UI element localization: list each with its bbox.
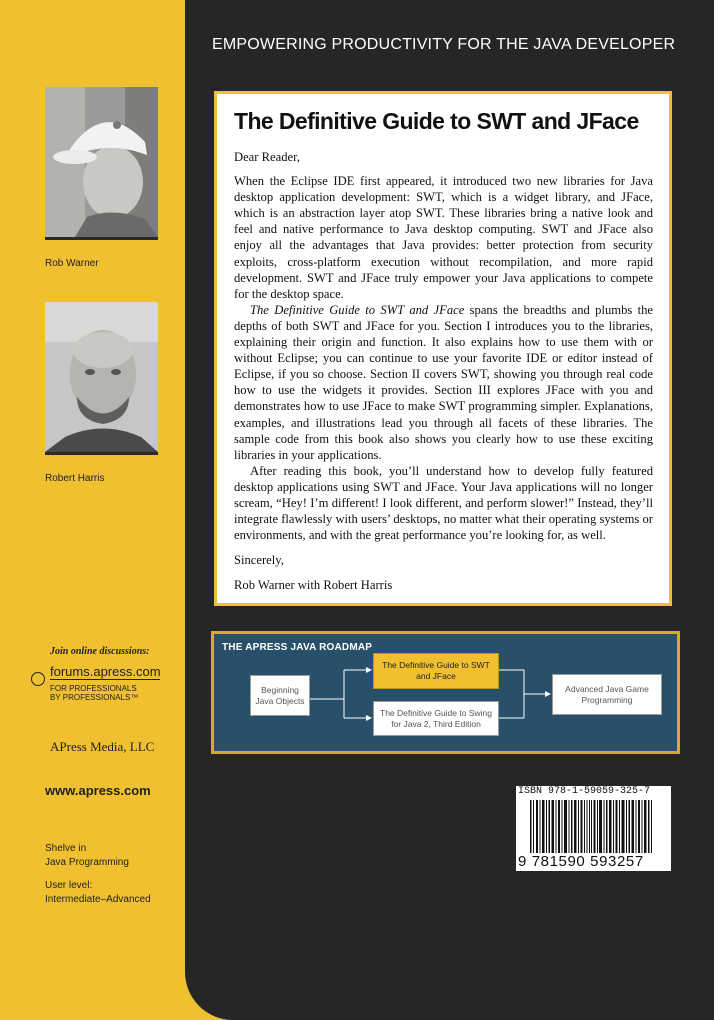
website-link[interactable]: www.apress.com: [45, 783, 151, 798]
shelve-label: Shelve in: [45, 843, 87, 854]
tagline: EMPOWERING PRODUCTIVITY FOR THE JAVA DEVELOPER: [212, 36, 676, 53]
author-name-robert: Robert Harris: [45, 473, 105, 484]
forums-link[interactable]: forums.apress.com: [50, 664, 161, 679]
book-title-italic: The Definitive Guide to SWT and JFace: [250, 302, 465, 317]
book-title: The Definitive Guide to SWT and JFace: [234, 108, 639, 134]
author-name-rob: Rob Warner: [45, 258, 99, 269]
roadmap-current-book: The Definitive Guide to SWT and JFace: [373, 653, 499, 689]
forums-tagline-line-1: FOR PROFESSIONALS: [50, 684, 137, 693]
author-photo-rob: [45, 87, 158, 240]
barcode-number: 9 781590 593257: [516, 853, 671, 871]
user-level: [45, 879, 151, 907]
roadmap-title: THE APRESS JAVA ROADMAP: [222, 642, 373, 653]
closing: Sincerely,: [234, 553, 284, 568]
user-level-value: Intermediate–Advanced: [45, 894, 151, 905]
java-roadmap: [211, 631, 680, 754]
letter-body: [234, 149, 653, 593]
roadmap-swing-guide: The Definitive Guide to Swing for Java 2, Third Edition: [373, 701, 499, 736]
shelve-category: Java Programming: [45, 857, 129, 868]
author-photo-robert: [45, 302, 158, 455]
reader-letter: [214, 91, 672, 606]
shelve-in: [45, 842, 129, 870]
join-discussions-label: Join online discussions:: [50, 646, 150, 657]
forums-tagline: [50, 684, 170, 702]
salutation: Dear Reader,: [234, 150, 300, 164]
roadmap-advanced-game-programming: Advanced Java Game Programming: [552, 674, 662, 715]
forums-logo-icon: [31, 672, 45, 686]
forums-tagline-line-2: BY PROFESSIONALS™: [50, 693, 139, 702]
isbn-label: ISBN 978-1-59059-325-7: [516, 786, 671, 798]
paragraph-3: After reading this book, you’ll understand how to develop fully featured desktop applications using SWT and JFace. Your Java applications will no longer scream, “Hey! I’m different! I look different, and perform slower!” Instead, they’ll integrate flawlessly with users’ desktops, no matter what their operating systems or environments, and with the great performance you’re looking for, as well.: [234, 463, 653, 543]
publisher: APress Media, LLC: [50, 739, 155, 754]
paragraph-2-text: spans the breadths and plumbs the depths of both SWT and JFace for you. Section I introduces you to the libraries, explaining their origin and function. It also explains how to use them with or without Eclipse; you can continue to use your favorite IDE or editor instead of Eclipse, if you so choose. Section II covers SWT, showing you through real code how to use the widgets it provides. Section III explores JFace with you and demonstrates how to use JFace to make SWT programming simpler. Explanations, examples, and illustrations lead you through all facets of these libraries. The sample code from this book also shows you clearly how to use these exciting libraries in your applications.: [234, 302, 653, 462]
paragraph-2: [234, 302, 653, 463]
paragraph-1: When the Eclipse IDE first appeared, it introduced two new libraries for Java desktop application development: SWT, which is a widget library, and JFace, which is an abstraction layer atop SWT. These libraries bring a native look and feel and native performance to Java desktop computing. SWT and JFace also enjoy all the advantages that Java provides: better protection from security exploits, cross-platform execution without recompilation, and more rapid development. SWT and JFace truly empower your Java applications to compete for the desktop space.: [234, 174, 653, 301]
roadmap-beginning-java-objects: Beginning Java Objects: [250, 675, 310, 716]
signature: Rob Warner with Robert Harris: [234, 578, 393, 593]
user-level-label: User level:: [45, 880, 93, 891]
